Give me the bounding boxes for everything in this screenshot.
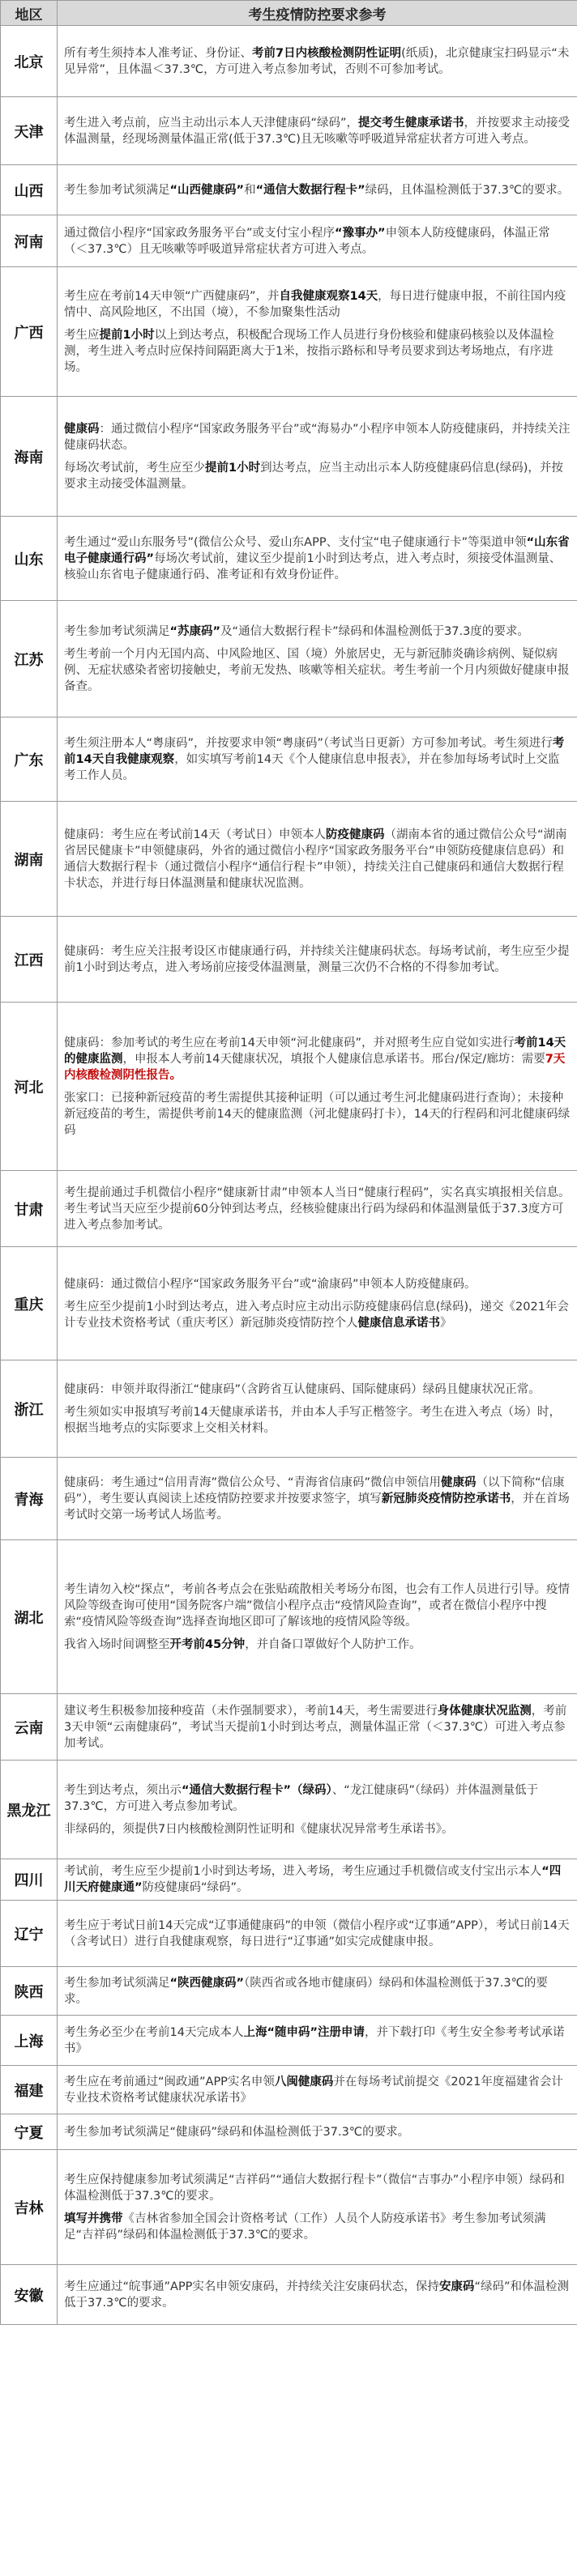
table-row [1, 267, 577, 397]
text-segment: ：通过微信小程序“国家政务服务平台”或“海易办”小程序申领本人防疫健康码，并持续关注健康码状态。 [64, 422, 571, 452]
requirement-text [58, 397, 577, 517]
requirement-text [58, 1171, 577, 1247]
requirement-paragraph [64, 2211, 571, 2243]
highlighted-text: 提前1小时 [205, 461, 261, 475]
table-row [1, 1901, 577, 1967]
requirement-paragraph [64, 1975, 571, 2008]
text-segment: 及“通信大数据行程卡”绿码和体温检测低于37.3度的要求。 [220, 624, 529, 638]
requirement-text [58, 2016, 577, 2066]
requirement-text [58, 2150, 577, 2265]
requirement-paragraph [64, 1382, 571, 1398]
table-row [1, 2265, 577, 2325]
table-row [1, 1458, 577, 1540]
highlighted-text: “山西健康码” [169, 183, 245, 197]
text-segment: 我省入场时间调整至 [64, 1637, 170, 1651]
requirement-text [58, 1694, 577, 1761]
text-segment: 以上到达考点，积极配合现场工作人员进行身份核验和健康码核验以及体温检测，考生进入考点时应保持间隔距离大于1米，按指示路标和导考员要求到达考场地点，有序进场。 [64, 328, 554, 374]
text-segment: 考生须注册本人“粤康码”，并按要求申领“粤康码”（考试当日更新）方可参加考试。考生须进行 [64, 736, 553, 750]
requirement-paragraph [64, 624, 571, 640]
table-row [1, 397, 577, 517]
text-segment: ，并下载打印《考生安全参考考试承诺书》 [64, 2025, 565, 2055]
text-segment: （湖南本省的通过微信公众号“湖南省居民健康卡”申领健康码，外省的通过微信小程序“国家政务服务平台”申领防疫健康信息码）和通信大数据行程卡（通过微信小程序“通信行程卡”申领），持续关注自己健康码和通信大数据行程卡状态，并进行每日体温测量和健康状况监测。 [64, 828, 567, 890]
text-segment: 考生参加考试须满足 [64, 183, 170, 197]
requirement-text [58, 2265, 577, 2325]
text-segment: 防疫健康码“绿码”。 [142, 1881, 249, 1894]
requirement-text [58, 1967, 577, 2016]
highlighted-text: 自我健康观察14天 [279, 289, 378, 303]
highlighted-text: 填写并携带 [64, 2212, 123, 2225]
table-row [1, 2114, 577, 2150]
text-segment: (纸质)，北京健康宝扫码显示“未见异常”，且体温＜37.3℃，方可进入考点参加考试，否则不可参加考试。 [64, 46, 570, 76]
requirement-paragraph [64, 1404, 571, 1437]
text-segment: 考生应在考前14天申领“广西健康码”，并 [64, 289, 280, 303]
region-name: 青海 [1, 1458, 58, 1540]
requirement-paragraph [64, 1703, 571, 1752]
region-name: 云南 [1, 1694, 58, 1761]
header-row [1, 1, 577, 26]
region-name: 湖南 [1, 802, 58, 917]
highlighted-text: 防疫健康码 [325, 828, 385, 841]
text-segment: 健康码：申领并取得浙江“健康码”（含跨省互认健康码、国际健康码）绿码且健康状况正常。 [64, 1382, 541, 1396]
table-row [1, 1540, 577, 1694]
text-segment: 申领本人防疫健康码，体温正常（＜37.3℃）且无咳嗽等呼吸道异常症状者方可进入考点。 [64, 226, 550, 256]
requirement-paragraph [64, 421, 571, 453]
table-body [1, 26, 577, 2325]
requirement-text [58, 1901, 577, 1967]
highlighted-text: “豫事办” [335, 226, 386, 240]
text-segment: 到达考点，应当主动出示本人防疫健康码信息(绿码)，并按要求主动接受体温测量。 [64, 461, 563, 491]
text-segment: 和 [244, 183, 256, 197]
region-name: 陕西 [1, 1967, 58, 2016]
region-name: 北京 [1, 26, 58, 97]
table-row [1, 601, 577, 717]
table-row [1, 917, 577, 1003]
requirement-text [58, 215, 577, 267]
region-name: 浙江 [1, 1360, 58, 1458]
highlighted-text: 上海“随申码”注册申请 [243, 2025, 365, 2039]
requirement-paragraph [64, 1475, 571, 1523]
text-segment: 考生通过“爱山东服务号”(微信公众号、爱山东APP、支付宝“电子健康通行卡”等渠道申领 [64, 535, 527, 549]
text-segment: 所有考生须持本人准考证、身份证、 [64, 46, 252, 60]
highlighted-text: 八闽健康码 [274, 2075, 334, 2088]
text-segment: 通过微信小程序“国家政务服务平台”或支付宝小程序 [64, 226, 336, 240]
region-name: 安徽 [1, 2265, 58, 2325]
requirement-text [58, 97, 577, 165]
text-segment: ，并按要求主动接受体温测量，经现场测量体温正常(低于37.3℃)且无咳嗽等呼吸道异常症状者方可进入考点。 [64, 116, 571, 146]
requirement-paragraph [64, 2124, 571, 2140]
highlighted-text: 新冠肺炎疫情防控承诺书 [381, 1492, 511, 1505]
text-segment: 考生应至少提前1小时到达考点，进入考点时应主动出示防疫健康码信息(绿码)，递交《2021年会计专业技术资格考试（重庆考区）新冠肺炎疫情防控个人 [64, 1300, 569, 1330]
highlighted-text: “四川天府健康通” [64, 1865, 562, 1894]
text-segment: 《吉林省参加全国会计资格考试（工作）人员个人防疫承诺书》 [122, 2212, 452, 2225]
region-name: 广西 [1, 267, 58, 397]
requirement-paragraph [64, 1782, 571, 1815]
table-row [1, 1694, 577, 1761]
requirement-text [58, 165, 577, 215]
requirement-paragraph [64, 1035, 571, 1084]
text-segment: 并在每场考试前提交《2021年度福建省会计专业技术资格考试健康状况承诺书》 [64, 2075, 563, 2105]
region-name: 重庆 [1, 1247, 58, 1360]
table-row [1, 1859, 577, 1901]
table-row [1, 717, 577, 802]
text-segment: 考生须如实申报填写考前14天健康承诺书，并由本人手写正楷签字。考生在进入考点（场）时，根据当地考点的实际要求上交相关材料。 [64, 1405, 561, 1435]
requirement-paragraph [64, 45, 571, 78]
text-segment: 考生考前一个月内无国内高、中风险地区、国（境）外旅居史，无与新冠肺炎确诊病例、疑似病例、无症状感染者密切接触史，考前无发热、咳嗽等相关症状。考生考前一个月内须做好健康申报备查。 [64, 647, 570, 693]
table-row [1, 1171, 577, 1247]
text-segment: ，考前3天申领“云南健康码”，考试当天提前1小时到达考点，测量体温正常（＜37.3℃）可进入考点参加考试。 [64, 1704, 567, 1750]
table-row [1, 97, 577, 165]
text-segment: 考生应于考试日前14天完成“辽事通健康码”的申领（微信小程序或“辽事通”APP），考试日前14天（含考试日）进行自我健康观察，每日进行“辽事通”如实完成健康申报。 [64, 1918, 570, 1948]
region-name: 江西 [1, 917, 58, 1003]
text-segment: 建议考生积极参加接种疫苗（未作强制要求），考前14天，考生需要进行 [64, 1704, 438, 1718]
text-segment: 绿码，且体温检测低于37.3℃的要求。 [365, 183, 570, 197]
table-row [1, 1761, 577, 1859]
requirement-paragraph [64, 1821, 571, 1837]
text-segment: 健康码：通过微信小程序“国家政务服务平台”或“渝康码”申领本人防疫健康码。 [64, 1277, 477, 1291]
requirement-paragraph [64, 182, 571, 198]
highlighted-text: 安康码 [438, 2280, 475, 2293]
requirement-paragraph [64, 327, 571, 376]
text-segment: 》 [440, 1316, 452, 1330]
text-segment: ，每日进行健康申报，不前往国内疫情中、高风险地区，不出国（境），不参加聚集性活动 [64, 289, 566, 319]
requirement-text [58, 1247, 577, 1360]
highlighted-text: 提前1小时 [99, 328, 155, 342]
requirement-paragraph [64, 2074, 571, 2106]
highlighted-text: 7天内核酸检测阴性报告。 [64, 1052, 566, 1082]
highlighted-text: 健康码 [64, 422, 100, 436]
highlighted-text: “苏康码” [169, 624, 221, 638]
requirement-text [58, 601, 577, 717]
text-segment: 每场次考试前，建议至少提前1小时到达考点，进入考点时，须接受体温测量、核验山东省电子健康通行码、准考证和有效身份证件。 [64, 551, 562, 581]
region-name: 河南 [1, 215, 58, 267]
highlighted-text: 考前14天自我健康观察 [64, 736, 565, 766]
region-name: 黑龙江 [1, 1761, 58, 1859]
region-name: 福建 [1, 2066, 58, 2114]
highlighted-text: 开考前45分钟 [169, 1637, 246, 1651]
region-name: 海南 [1, 397, 58, 517]
requirement-paragraph [64, 1185, 571, 1233]
text-segment: 考生进入考点前，应当主动出示本人天津健康码“绿码”， [64, 116, 359, 130]
requirement-text [58, 717, 577, 802]
requirement-text [58, 917, 577, 1003]
text-segment: （陕西省或各地市健康码）绿码和体温检测低于37.3℃的要求。 [64, 1976, 548, 2006]
requirement-paragraph [64, 2172, 571, 2204]
region-name: 四川 [1, 1859, 58, 1901]
requirement-text [58, 1360, 577, 1458]
table-row [1, 2150, 577, 2265]
text-segment: 考生参加考试须满足 [64, 624, 170, 638]
region-name: 吉林 [1, 2150, 58, 2265]
text-segment: 考生应在考前通过“闽政通”APP实名申领 [64, 2075, 275, 2088]
highlighted-text: 健康码 [441, 1475, 477, 1489]
requirement-paragraph [64, 2025, 571, 2057]
requirement-paragraph [64, 1582, 571, 1630]
region-name: 天津 [1, 97, 58, 165]
text-segment: 健康码：考生通过“信用青海”微信公众号、“青海省信康码”微信申领信用 [64, 1475, 442, 1489]
requirement-paragraph [64, 115, 571, 147]
highlighted-text: “通信大数据行程卡” [255, 183, 365, 197]
requirement-paragraph [64, 646, 571, 695]
header-requirement: 考生疫情防控要求参考 [58, 1, 577, 26]
region-name: 宁夏 [1, 2114, 58, 2150]
table-row [1, 2066, 577, 2114]
text-segment: 考生到达考点，须出示 [64, 1783, 182, 1797]
text-segment: 考生应 [64, 328, 100, 342]
region-name: 辽宁 [1, 1901, 58, 1967]
requirement-text [58, 517, 577, 601]
requirement-paragraph [64, 1299, 571, 1331]
requirement-paragraph [64, 1918, 571, 1950]
requirement-text [58, 1859, 577, 1901]
requirement-paragraph [64, 1090, 571, 1139]
requirement-paragraph [64, 1276, 571, 1292]
requirement-text [58, 802, 577, 917]
highlighted-text: 身体健康状况监测 [437, 1704, 532, 1718]
highlighted-text: “陕西健康码” [169, 1976, 245, 1990]
text-segment: 健康码：考生应关注报考设区市健康通行码，并持续关注健康码状态。每场考试前，考生应至少提前1小时到达考点，进入考场前应接受体温测量，测量三次仍不合格的不得参加考试。 [64, 944, 570, 974]
text-segment: 、“龙江健康码”（绿码）并体温测量低于37.3℃，方可进入考点参加考试。 [64, 1783, 539, 1813]
requirement-text [58, 1761, 577, 1859]
text-segment: ，如实填写考前14天《个人健康信息申报表》，并在参加每场考试时上交监考工作人员。 [64, 752, 560, 782]
region-name: 河北 [1, 1003, 58, 1171]
requirement-paragraph [64, 2279, 571, 2311]
table-row [1, 1360, 577, 1458]
requirement-text [58, 1003, 577, 1171]
header-region: 地区 [1, 1, 58, 26]
highlighted-text: “山东省电子健康通行码” [64, 535, 570, 565]
requirement-paragraph [64, 288, 571, 321]
text-segment: “绿码”和体温检测低于37.3℃的要求。 [64, 2280, 569, 2310]
table-row [1, 26, 577, 97]
region-name: 山东 [1, 517, 58, 601]
requirement-text [58, 26, 577, 97]
region-name: 甘肃 [1, 1171, 58, 1247]
text-segment: ，并在首场考试时交第一场考试人场监考。 [64, 1492, 570, 1522]
highlighted-text: 健康信息承诺书 [357, 1316, 440, 1330]
table-row [1, 1967, 577, 2016]
text-segment: ，申报本人考前14天健康状况，填报个人健康信息承诺书。邢台/保定/廊坊：需要 [122, 1052, 545, 1066]
table-row [1, 215, 577, 267]
requirement-text [58, 2114, 577, 2150]
requirement-paragraph [64, 827, 571, 892]
text-segment: 健康码：参加考试的考生应在考前14天申领“河北健康码”，并对照考生应自觉如实进行 [64, 1036, 515, 1050]
text-segment: 健康码：考生应在考试前14天（考试日）申领本人 [64, 828, 326, 841]
requirement-text [58, 1540, 577, 1694]
text-segment: 考生应通过“皖事通”APP实名申领安康码，并持续关注安康码状态，保持 [64, 2280, 439, 2293]
requirement-text [58, 267, 577, 397]
table-row [1, 1247, 577, 1360]
table-row [1, 802, 577, 917]
text-segment: （以下简称“信康码”），考生要认真阅读上述疫情防控要求并按要求签字，填写 [64, 1475, 565, 1505]
table-row [1, 165, 577, 215]
table-row [1, 2016, 577, 2066]
text-segment: 每场次考试前，考生应至少 [64, 461, 205, 475]
highlighted-text: 考前7日内核酸检测阴性证明 [252, 46, 402, 60]
requirement-paragraph [64, 534, 571, 583]
region-name: 上海 [1, 2016, 58, 2066]
highlighted-text: 提交考生健康承诺书 [358, 116, 464, 130]
text-segment: 考生请勿入校“探点”，考前各考点会在张贴疏散相关考场分布图，也会有工作人员进行引导。疫情风险等级查询可使用“国务院客户端”微信小程序点击“疫情风险查询”，或者在微信小程序中搜索“疫情风险等级查询”选择查询地区即可了解该地的疫情风险等级。 [64, 1582, 571, 1629]
highlighted-text: “通信大数据行程卡”（绿码） [182, 1783, 332, 1797]
highlighted-text: 考前14天的健康监测 [64, 1036, 566, 1066]
table-row [1, 1003, 577, 1171]
requirement-paragraph [64, 943, 571, 976]
requirement-paragraph [64, 735, 571, 784]
text-segment: 张家口：已接种新冠疫苗的考生需提供其接种证明（可以通过考生河北健康码进行查询）；未接种新冠疫苗的考生，需提供考前14天的健康监测（河北健康码打卡），14天的行程码和河北健康码绿码 [64, 1091, 571, 1137]
text-segment: 考生务必至少在考前14天完成本人 [64, 2025, 244, 2039]
requirement-text [58, 1458, 577, 1540]
text-segment: 考生参加考试须满足“吉祥码”绿码和体温检测低于37.3℃的要求。 [64, 2212, 546, 2242]
requirement-paragraph [64, 460, 571, 492]
region-name: 湖北 [1, 1540, 58, 1694]
text-segment: 考生参加考试须满足 [64, 1976, 170, 1990]
requirement-text [58, 2066, 577, 2114]
region-name: 广东 [1, 717, 58, 802]
text-segment: 考生参加考试须满足“健康码”绿码和体温检测低于37.3℃的要求。 [64, 2125, 410, 2139]
region-name: 山西 [1, 165, 58, 215]
requirement-paragraph [64, 225, 571, 258]
text-segment: ，并自备口罩做好个人防护工作。 [245, 1637, 421, 1651]
region-name: 江苏 [1, 601, 58, 717]
text-segment: 非绿码的，须提供7日内核酸检测阴性证明和《健康状况异常考生承诺书》。 [64, 1822, 454, 1836]
text-segment: 考生提前通过手机微信小程序“健康新甘肃”申领本人当日“健康行程码”，实名真实填报相关信息。考生考试当天应至少提前60分钟到达考点，经核验健康出行码为绿码和体温测量低于37.3度方可进入考点参加考试。 [64, 1186, 571, 1232]
table-row [1, 517, 577, 601]
text-segment: 考试前，考生应至少提前1小时到达考场，进入考场，考生应通过手机微信或支付宝出示本人 [64, 1865, 542, 1878]
requirement-paragraph [64, 1637, 571, 1653]
text-segment: 考生应保持健康参加考试须满足“吉祥码”“通信大数据行程卡”（微信“吉事办”小程序申领）绿码和体温检测低于37.3℃的要求。 [64, 2173, 565, 2203]
requirement-paragraph [64, 1863, 571, 1896]
